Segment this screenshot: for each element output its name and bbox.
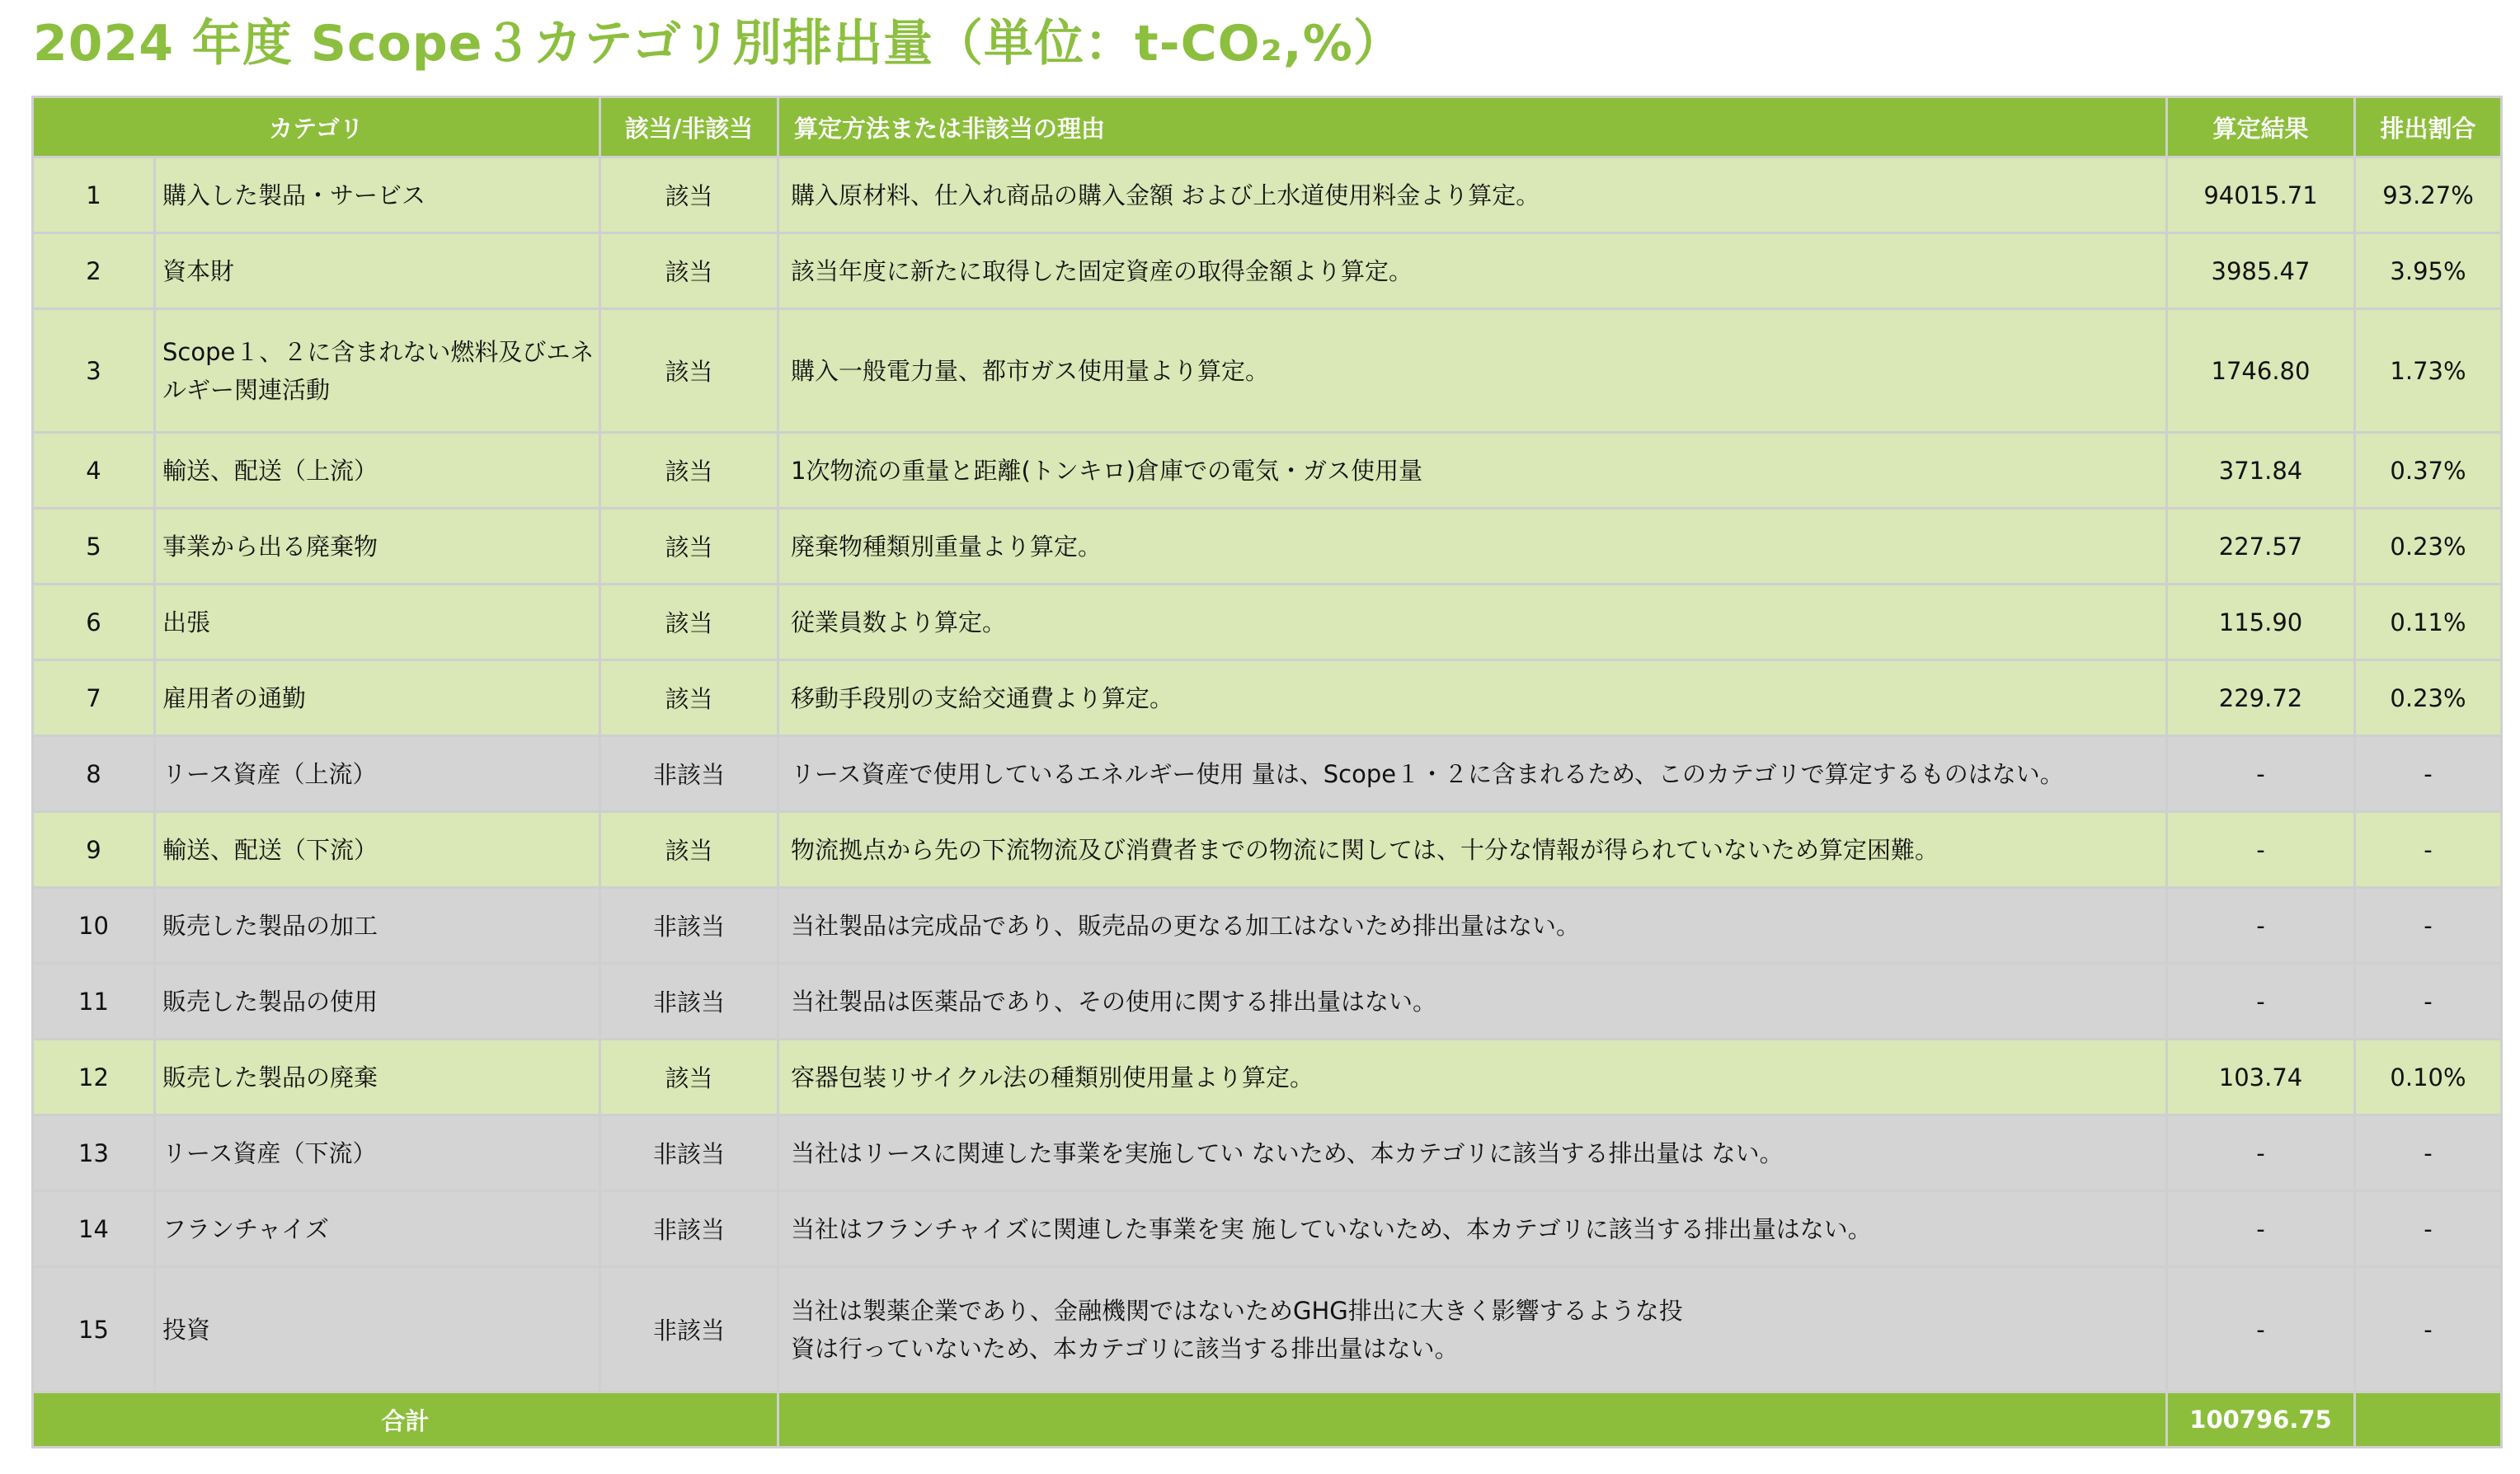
row-ratio: - xyxy=(2355,964,2502,1040)
table-row xyxy=(33,584,2502,660)
row-number: 5 xyxy=(33,509,155,584)
header-category: カテゴリ xyxy=(33,97,600,157)
row-result: 103.74 xyxy=(2167,1040,2355,1115)
table-total-row xyxy=(33,1392,2502,1448)
row-result: 94015.71 xyxy=(2167,157,2355,233)
table-header-row xyxy=(33,97,2502,157)
row-applicable: 非該当 xyxy=(600,1115,778,1191)
row-number: 12 xyxy=(33,1040,155,1115)
row-result: - xyxy=(2167,888,2355,964)
row-method: 購入原材料、仕入れ商品の購入金額 および上水道使用料金より算定。 xyxy=(778,157,2167,233)
table-row xyxy=(33,433,2502,509)
table-row xyxy=(33,736,2502,812)
row-ratio: 0.10% xyxy=(2355,1040,2502,1115)
row-number: 2 xyxy=(33,233,155,309)
row-category: 資本財 xyxy=(155,233,600,309)
row-method: 廃棄物種類別重量より算定。 xyxy=(778,509,2167,584)
row-number: 11 xyxy=(33,964,155,1040)
total-value: 100796.75 xyxy=(2167,1392,2355,1448)
row-ratio: - xyxy=(2355,888,2502,964)
row-applicable: 該当 xyxy=(600,1040,778,1115)
table-row xyxy=(33,1191,2502,1267)
row-applicable: 該当 xyxy=(600,157,778,233)
row-applicable: 該当 xyxy=(600,433,778,509)
row-number: 9 xyxy=(33,812,155,888)
row-result: - xyxy=(2167,736,2355,812)
row-ratio: - xyxy=(2355,736,2502,812)
row-number: 6 xyxy=(33,584,155,660)
row-category: 輸送、配送（上流） xyxy=(155,433,600,509)
row-method: 当社はフランチャイズに関連した事業を実 施していないため、本カテゴリに該当する排出量はない。 xyxy=(778,1191,2167,1267)
row-method: 1次物流の重量と距離(トンキロ)倉庫での電気・ガス使用量 xyxy=(778,433,2167,509)
total-label: 合計 xyxy=(33,1392,778,1448)
total-empty-cell xyxy=(778,1392,2167,1448)
row-result: 3985.47 xyxy=(2167,233,2355,309)
row-category: 出張 xyxy=(155,584,600,660)
scope3-table xyxy=(31,96,2503,1448)
header-applicable: 該当/非該当 xyxy=(600,97,778,157)
table-row xyxy=(33,888,2502,964)
header-method: 算定方法または非該当の理由 xyxy=(778,97,2167,157)
row-category: 輸送、配送（下流） xyxy=(155,812,600,888)
row-applicable: 該当 xyxy=(600,660,778,736)
row-category: 購入した製品・サービス xyxy=(155,157,600,233)
row-result: - xyxy=(2167,1267,2355,1392)
row-applicable: 該当 xyxy=(600,233,778,309)
table-row xyxy=(33,1267,2502,1392)
table-row xyxy=(33,157,2502,233)
row-number: 10 xyxy=(33,888,155,964)
row-ratio: 0.37% xyxy=(2355,433,2502,509)
row-ratio: 93.27% xyxy=(2355,157,2502,233)
row-category: 販売した製品の使用 xyxy=(155,964,600,1040)
row-number: 8 xyxy=(33,736,155,812)
row-applicable: 該当 xyxy=(600,812,778,888)
row-result: - xyxy=(2167,1191,2355,1267)
row-method: 当社製品は完成品であり、販売品の更なる加工はないため排出量はない。 xyxy=(778,888,2167,964)
row-method: リース資産で使用しているエネルギー使用 量は、Scope１・２に含まれるため、このカテゴリで算定するものはない。 xyxy=(778,736,2167,812)
row-ratio: - xyxy=(2355,812,2502,888)
row-method: 当社はリースに関連した事業を実施してい ないため、本カテゴリに該当する排出量は ない。 xyxy=(778,1115,2167,1191)
row-applicable: 該当 xyxy=(600,309,778,433)
row-number: 1 xyxy=(33,157,155,233)
row-number: 7 xyxy=(33,660,155,736)
row-method: 該当年度に新たに取得した固定資産の取得金額より算定。 xyxy=(778,233,2167,309)
row-category: フランチャイズ xyxy=(155,1191,600,1267)
row-number: 13 xyxy=(33,1115,155,1191)
row-category: 事業から出る廃棄物 xyxy=(155,509,600,584)
table-row xyxy=(33,1115,2502,1191)
row-number: 3 xyxy=(33,309,155,433)
row-applicable: 該当 xyxy=(600,584,778,660)
row-category: リース資産（上流） xyxy=(155,736,600,812)
header-ratio: 排出割合 xyxy=(2355,97,2502,157)
row-number: 14 xyxy=(33,1191,155,1267)
table-row xyxy=(33,964,2502,1040)
row-method: 当社製品は医薬品であり、その使用に関する排出量はない。 xyxy=(778,964,2167,1040)
row-result: - xyxy=(2167,964,2355,1040)
row-applicable: 非該当 xyxy=(600,736,778,812)
row-ratio: - xyxy=(2355,1267,2502,1392)
row-method: 容器包装リサイクル法の種類別使用量より算定。 xyxy=(778,1040,2167,1115)
row-ratio: 0.23% xyxy=(2355,660,2502,736)
header-result: 算定結果 xyxy=(2167,97,2355,157)
row-ratio: - xyxy=(2355,1115,2502,1191)
total-ratio-cell xyxy=(2355,1392,2502,1448)
table-row xyxy=(33,1040,2502,1115)
table-row xyxy=(33,233,2502,309)
row-result: 371.84 xyxy=(2167,433,2355,509)
row-applicable: 該当 xyxy=(600,509,778,584)
row-ratio: 0.23% xyxy=(2355,509,2502,584)
row-applicable: 非該当 xyxy=(600,964,778,1040)
row-method: 物流拠点から先の下流物流及び消費者までの物流に関しては、十分な情報が得られていないため算定困難。 xyxy=(778,812,2167,888)
row-ratio: 1.73% xyxy=(2355,309,2502,433)
row-result: 227.57 xyxy=(2167,509,2355,584)
table-row xyxy=(33,660,2502,736)
row-method: 当社は製薬企業であり、金融機関ではないためGHG排出に大きく影響するような投資は行っていないため、本カテゴリに該当する排出量はない。 xyxy=(778,1267,2167,1392)
row-result: 115.90 xyxy=(2167,584,2355,660)
row-ratio: 0.11% xyxy=(2355,584,2502,660)
row-result: - xyxy=(2167,812,2355,888)
row-applicable: 非該当 xyxy=(600,1267,778,1392)
row-category: 投資 xyxy=(155,1267,600,1392)
row-applicable: 非該当 xyxy=(600,1191,778,1267)
table-row xyxy=(33,812,2502,888)
row-number: 4 xyxy=(33,433,155,509)
table-row xyxy=(33,509,2502,584)
row-method: 購入一般電力量、都市ガス使用量より算定。 xyxy=(778,309,2167,433)
row-category: 販売した製品の加工 xyxy=(155,888,600,964)
page-title: 2024 年度 Scope３カテゴリ別排出量（単位：t-CO₂,%） xyxy=(33,15,1403,73)
row-ratio: - xyxy=(2355,1191,2502,1267)
row-category: 雇用者の通勤 xyxy=(155,660,600,736)
row-method: 移動手段別の支給交通費より算定。 xyxy=(778,660,2167,736)
table-row xyxy=(33,309,2502,433)
row-result: - xyxy=(2167,1115,2355,1191)
row-ratio: 3.95% xyxy=(2355,233,2502,309)
row-category: Scope１、２に含まれない燃料及びエネルギー関連活動 xyxy=(155,309,600,433)
row-result: 229.72 xyxy=(2167,660,2355,736)
row-result: 1746.80 xyxy=(2167,309,2355,433)
row-category: 販売した製品の廃棄 xyxy=(155,1040,600,1115)
row-applicable: 非該当 xyxy=(600,888,778,964)
row-number: 15 xyxy=(33,1267,155,1392)
row-category: リース資産（下流） xyxy=(155,1115,600,1191)
row-method: 従業員数より算定。 xyxy=(778,584,2167,660)
